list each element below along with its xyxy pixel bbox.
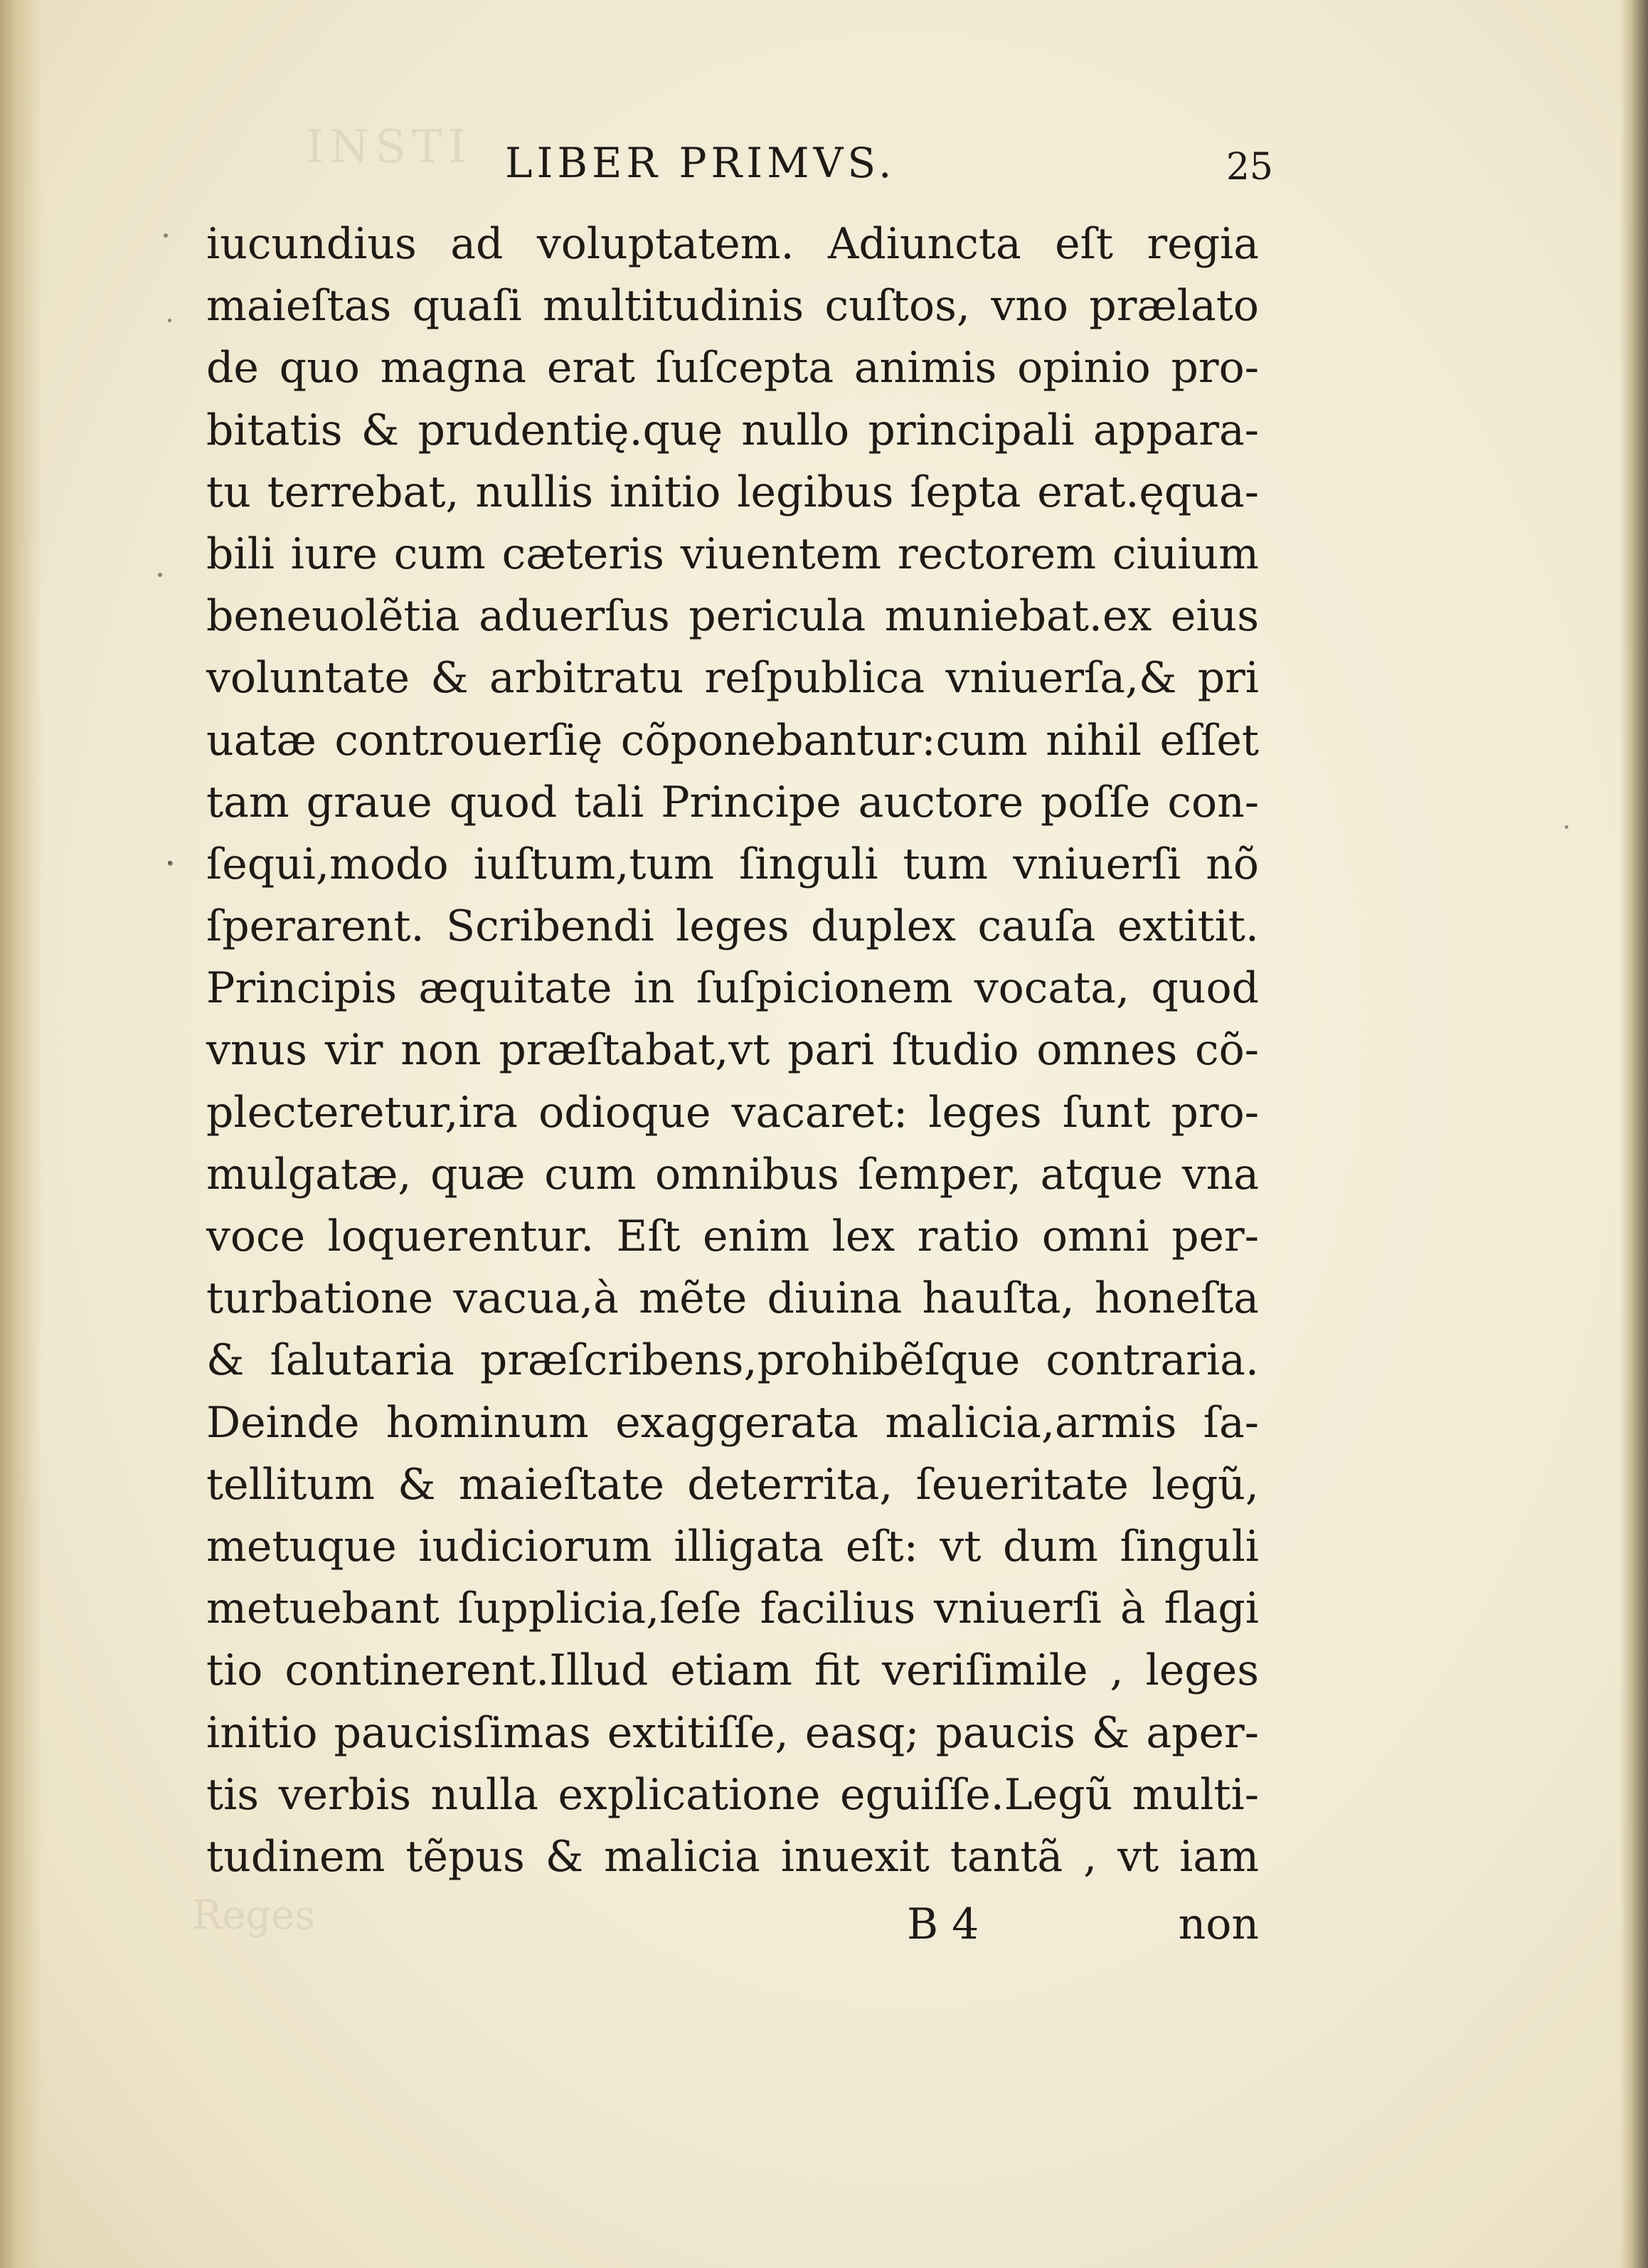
text-line: ſequi,modo iuſtum,tum ſinguli tum vniuerſi nõ — [206, 839, 1259, 889]
text-line: mulgatæ, quæ cum omnibus ſemper, atque vna — [206, 1149, 1259, 1199]
text-line: bili iure cum cæteris viuentem rectorem ciuium — [206, 529, 1259, 579]
body-text — [206, 213, 1259, 1888]
text-line: tio continerent.Illud etiam fit veriſimile , leges — [206, 1646, 1259, 1696]
text-line: voluntate & arbitratu reſpublica vniuerſa,& pri — [206, 653, 1259, 704]
text-line: metuque iudiciorum illigata eſt: vt dum ſinguli — [206, 1521, 1259, 1572]
text-line: de quo magna erat ſuſcepta animis opinio pro- — [206, 343, 1259, 393]
show-through-text: INSTI — [306, 121, 472, 174]
text-line: Deinde hominum exaggerata malicia,armis ſa- — [206, 1397, 1259, 1448]
text-line: plecteretur,ira odioque vacaret: leges ſunt pro- — [206, 1087, 1259, 1138]
text-line: tis verbis nulla explicatione eguiſſe.Legũ multi- — [206, 1769, 1259, 1820]
text-line: bitatis & prudentię.quę nullo principali appara- — [206, 405, 1259, 455]
text-line: iucundius ad voluptatem. Adiuncta eſt regia — [206, 219, 1259, 269]
show-through-text: Reges — [192, 1892, 316, 1939]
text-line: metuebant ſupplicia,ſeſe facilius vniuerſi à flagi — [206, 1584, 1259, 1634]
ink-speck — [164, 233, 168, 238]
ink-speck — [168, 861, 171, 864]
text-line: & ſalutaria præſcribens,prohibẽſque contraria. — [206, 1335, 1259, 1386]
text-line: uatæ controuerſię cõponebantur:cum nihil eſſet — [206, 715, 1259, 765]
catchword: non — [1178, 1899, 1259, 1949]
signature-mark: B 4 — [907, 1899, 979, 1949]
ink-speck — [158, 573, 162, 577]
page-number: 25 — [1226, 146, 1273, 189]
text-line: ſperarent. Scribendi leges duplex cauſa extitit. — [206, 901, 1259, 952]
text-line: voce loquerentur. Eſt enim lex ratio omni per- — [206, 1212, 1259, 1261]
page-gutter-shadow — [0, 0, 43, 2268]
ink-speck — [168, 319, 171, 322]
running-head: LIBER PRIMVS. — [505, 139, 896, 187]
text-line: tellitum & maieſtate deterrita, ſeueritate legũ, — [206, 1459, 1259, 1510]
text-line: beneuolẽtia aduerſus pericula muniebat.ex eius — [206, 591, 1259, 642]
ink-speck — [1565, 825, 1568, 829]
page-footer — [206, 1899, 1259, 1956]
text-line: vnus vir non præſtabat,vt pari ſtudio omnes cõ- — [206, 1025, 1259, 1076]
text-line: initio paucisſimas extitiſſe, easq; paucis & aper- — [206, 1707, 1259, 1758]
text-line: maieſtas quaſi multitudinis cuſtos, vno prælato — [206, 281, 1259, 332]
text-line: Principis æquitate in ſuſpicionem vocata, quod — [206, 963, 1259, 1014]
text-line: tam graue quod tali Principe auctore poſſe con- — [206, 777, 1259, 827]
text-line: turbatione vacua,à mẽte diuina hauſta, honeſta — [206, 1273, 1259, 1324]
text-line: tu terrebat, nullis initio legibus ſepta erat.ęqua- — [206, 467, 1259, 517]
page-edge-shadow — [1620, 0, 1648, 2268]
page-header — [206, 139, 1273, 203]
text-line: tudinem tẽpus & malicia inuexit tantã , vt iam — [206, 1831, 1259, 1882]
